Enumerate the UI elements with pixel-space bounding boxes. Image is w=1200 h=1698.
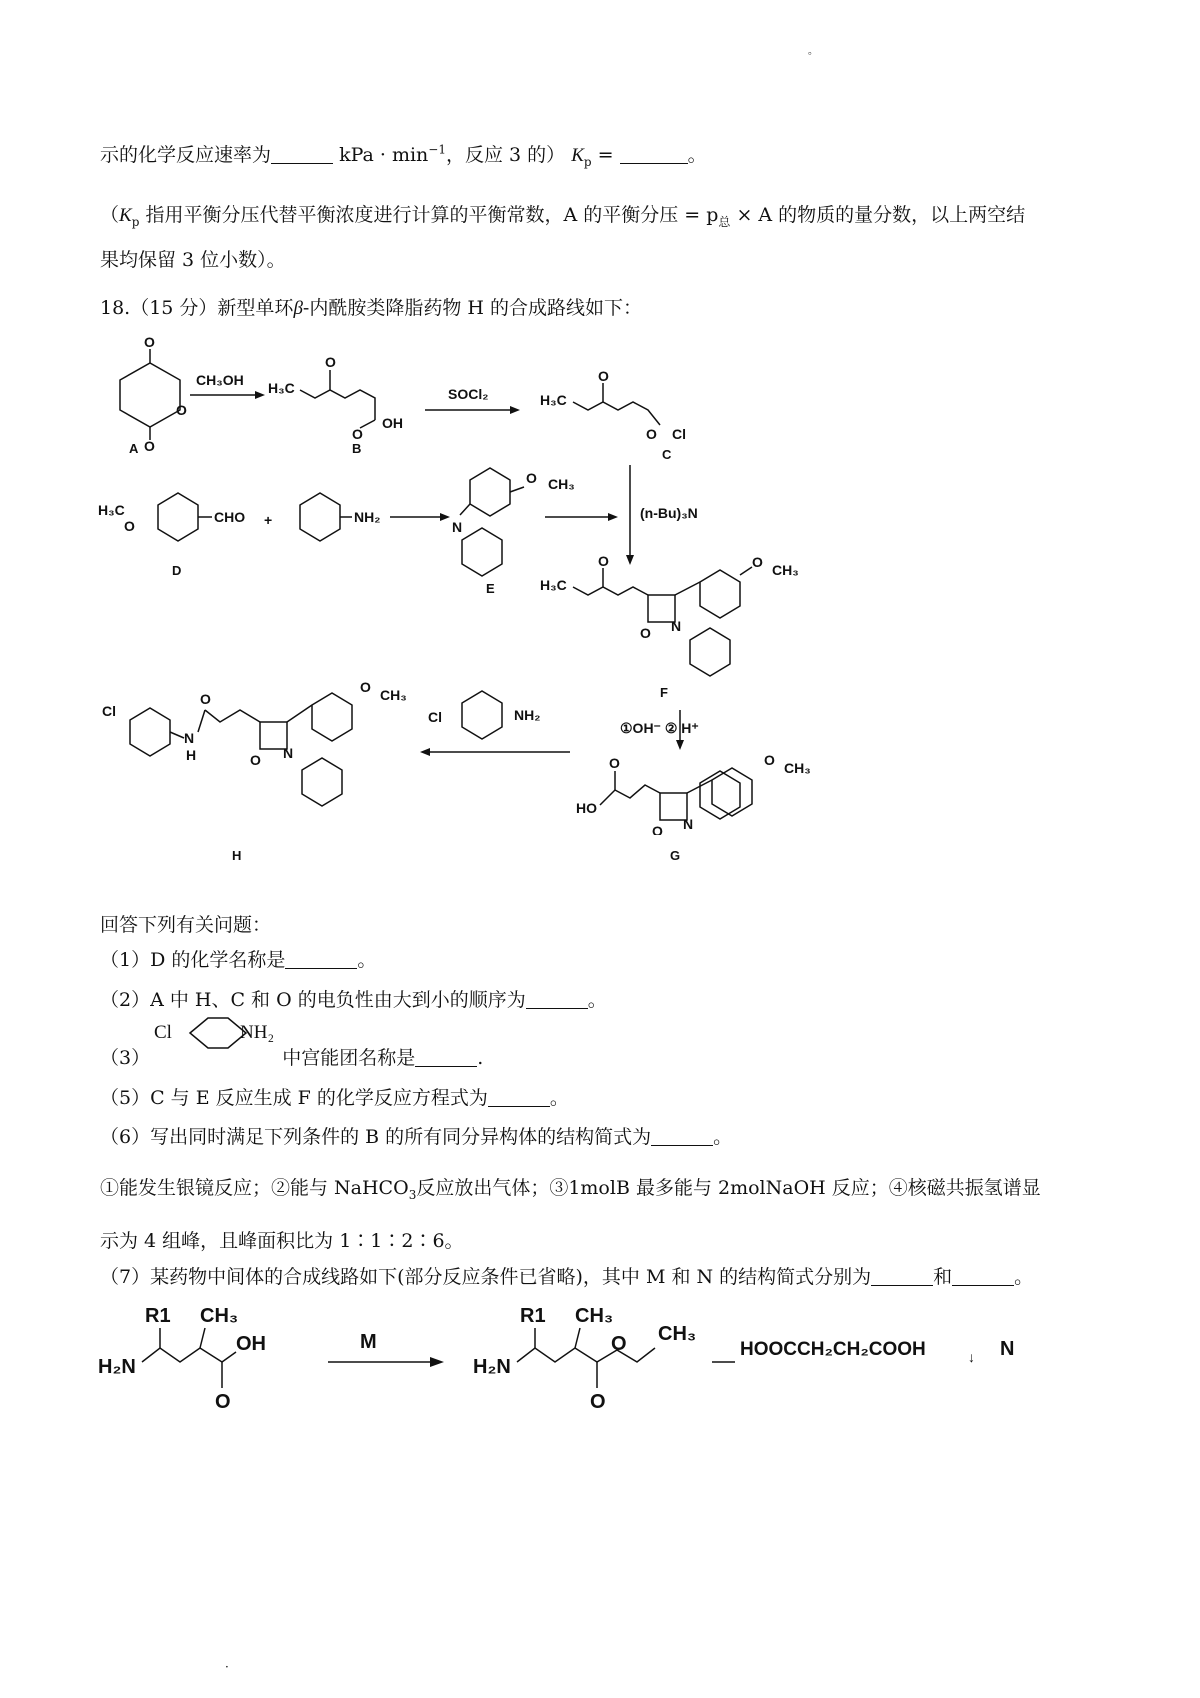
q18-intro (100, 293, 642, 320)
reagent-clanil-cl: Cl (428, 709, 442, 725)
h-n: N (184, 730, 195, 746)
q17-unit: kPa · min (339, 144, 429, 166)
s2-o-a: O (215, 1391, 231, 1413)
top-dot: 。 (808, 46, 818, 57)
q18-1-text: （1）D 的化学名称是 (100, 949, 286, 971)
s2-ch3-c: CH₃ (658, 1323, 697, 1345)
s2-r1-a: R1 (145, 1305, 171, 1327)
beta-symbol: β (293, 298, 303, 319)
g-o: O (609, 755, 620, 771)
q17-note-c: × A 的物质的量分数，以上两空结 (736, 204, 1026, 226)
q18-7 (100, 1262, 1033, 1289)
q18-7-and: 和 (933, 1266, 953, 1288)
compound-c (540, 368, 686, 462)
q18-6 (100, 1122, 732, 1149)
h-h: H (186, 747, 197, 763)
c-h3c: H₃C (540, 392, 567, 408)
a-o-top: O (144, 335, 155, 350)
kp-sub-2: p (131, 214, 140, 229)
answer-blank-q6[interactable] (651, 1126, 713, 1146)
aniline-nh2: NH₂ (354, 509, 381, 525)
q3-structure (150, 1008, 290, 1068)
s2-h2n-b: H₂N (473, 1356, 511, 1378)
answer-blank-q2[interactable] (526, 989, 588, 1009)
s2-oh: OH (236, 1333, 266, 1355)
c-cl: Cl (672, 426, 686, 442)
cond-sub: 3 (408, 1187, 417, 1202)
cond-a: ①能发生银镜反应；②能与 NaHCO (100, 1177, 409, 1199)
g-ch3: CH₃ (784, 760, 811, 776)
g-o3: O (764, 752, 775, 768)
compound-h (102, 680, 407, 863)
compound-a (120, 335, 187, 456)
aniline (300, 493, 380, 541)
q17-rate-text: 示的化学反应速率为 (100, 144, 272, 166)
compound-d (98, 493, 245, 578)
q18-intro-a: 18.（15 分）新型单环 (100, 297, 294, 319)
q18-intro-b: -内酰胺类降脂药物 H 的合成路线如下： (302, 297, 642, 319)
q18-7-end: 。 (1014, 1266, 1034, 1288)
answer-intro: 回答下列有关问题： (100, 914, 272, 936)
q18-6-text: （6）写出同时满足下列条件的 B 的所有同分异构体的结构简式为 (100, 1126, 652, 1148)
d-cho: CHO (214, 509, 246, 525)
e-n: N (452, 519, 463, 535)
e-ch3: CH₃ (548, 476, 575, 492)
q18-5 (100, 1083, 569, 1110)
f-h3c: H₃C (540, 577, 567, 593)
s2-h2n-a: H₂N (98, 1356, 136, 1378)
q18-2-text: （2）A 中 H、C 和 O 的电负性由大到小的顺序为 (100, 989, 526, 1011)
q17-rate-line (100, 140, 707, 169)
h-cl: Cl (102, 703, 116, 719)
f-o: O (598, 553, 609, 569)
s2-reagent2: HOOCCH₂CH₂COOH (740, 1339, 926, 1360)
answer-blank-q5[interactable] (488, 1087, 550, 1107)
answer-blank-kp[interactable] (620, 144, 688, 164)
q3-nh2: NH₂ (240, 1022, 275, 1043)
plus-sign: + (264, 512, 273, 528)
label-f: F (660, 685, 668, 700)
b-o: O (325, 354, 336, 370)
compound-f (540, 553, 799, 700)
s2-o-b: O (590, 1391, 606, 1413)
h-o3: O (360, 680, 371, 695)
answer-blank-m[interactable] (871, 1266, 933, 1286)
q18-conditions (100, 1173, 1041, 1202)
s2-ch3-a: CH₃ (200, 1305, 239, 1327)
answer-blank-rate[interactable] (271, 144, 333, 164)
label-a: A (129, 441, 139, 456)
b-oh: OH (382, 415, 403, 431)
reagent-ch3oh: CH₃OH (196, 372, 244, 388)
q18-3-end: . (477, 1047, 484, 1069)
q17-text-b: ，反应 3 的） (446, 144, 566, 166)
q18-5-end: 。 (549, 1087, 569, 1109)
s2-ch3-b: CH₃ (575, 1305, 614, 1327)
s2-arrow-small: ↓ (968, 1349, 975, 1365)
p-total-sub: 总 (718, 214, 731, 229)
q18-1-end: 。 (357, 949, 377, 971)
h-ch3: CH₃ (380, 687, 407, 703)
label-d: D (172, 563, 182, 578)
reagent-nbu3n: (n-Bu)₃N (640, 505, 698, 521)
bottom-dot: · (225, 1660, 229, 1674)
a-o-ring: O (176, 402, 187, 418)
kp-sub: p (583, 154, 592, 169)
q18-1 (100, 945, 376, 972)
b-o2: O (352, 426, 363, 442)
cond-b: 反应放出气体；③1molB 最多能与 2molNaOH 反应；④核磁共振氢谱显 (416, 1177, 1041, 1199)
reagent-clanil-nh2: NH₂ (514, 707, 541, 723)
answer-blank-q3[interactable] (415, 1047, 477, 1067)
reagent-socl2: SOCl₂ (448, 386, 489, 402)
s2-o-ester: O (611, 1333, 627, 1355)
compound-b (268, 354, 403, 456)
d-h3c: H₃C (98, 502, 125, 518)
answer-blank-q1[interactable] (285, 949, 357, 969)
reagent-oh-h: ①OH⁻ ② H⁺ (620, 720, 699, 736)
q3-cl: Cl (154, 1022, 172, 1043)
g-o2: O (652, 823, 663, 835)
h-n2: N (283, 745, 294, 761)
label-e: E (486, 581, 495, 596)
q17-unit-exp: −1 (428, 142, 446, 157)
a-o-bottom: O (144, 438, 155, 454)
label-c: C (662, 447, 672, 462)
h-o2: O (250, 752, 261, 768)
synthesis-scheme-2 (0, 1300, 1200, 1430)
c-o: O (598, 368, 609, 384)
f-o2: O (640, 625, 651, 641)
s2-r1-b: R1 (520, 1305, 546, 1327)
s2-n: N (1000, 1338, 1015, 1360)
q18-2-end: 。 (587, 989, 607, 1011)
synthesis-scheme-lower (0, 680, 1200, 900)
h-o: O (200, 691, 211, 707)
kp-symbol: K (571, 145, 584, 166)
s2-m: M (360, 1331, 377, 1353)
g-ho: HO (576, 800, 597, 816)
q18-5-text: （5）C 与 E 反应生成 F 的化学反应方程式为 (100, 1087, 488, 1109)
kp-symbol-2: K (119, 205, 132, 226)
e-o: O (526, 470, 537, 486)
q17-note-b: 指用平衡分压代替平衡浓度进行计算的平衡常数，A 的平衡分压 = p (145, 204, 719, 226)
q18-3-text: （3） (100, 1047, 151, 1069)
g-n: N (683, 816, 694, 832)
f-ch3: CH₃ (772, 562, 799, 578)
q17-eq: = (597, 144, 614, 166)
q18-3-text-b: 中宫能团名称是 (282, 1047, 416, 1069)
q18-7-text: （7）某药物中间体的合成线路如下(部分反应条件已省略)，其中 M 和 N 的结构简式分别为 (100, 1266, 872, 1288)
c-o2: O (646, 426, 657, 442)
q18-6-end: 。 (713, 1126, 733, 1148)
answer-blank-n[interactable] (952, 1266, 1014, 1286)
d-o: O (124, 518, 135, 534)
b-h3c: H₃C (268, 380, 295, 396)
q17-end: 。 (687, 144, 707, 166)
f-o3: O (752, 554, 763, 570)
q17-note-line2: 果均保留 3 位小数）。 (100, 249, 286, 271)
label-g: G (670, 848, 681, 863)
f-n: N (671, 618, 682, 634)
q17-note-a: （ (100, 204, 120, 226)
label-h: H (232, 848, 242, 863)
q17-note-line (100, 200, 1025, 230)
label-b: B (352, 441, 362, 456)
q18-conditions-2: 示为 4 组峰，且峰面积比为 1∶1∶2∶6。 (100, 1230, 464, 1252)
